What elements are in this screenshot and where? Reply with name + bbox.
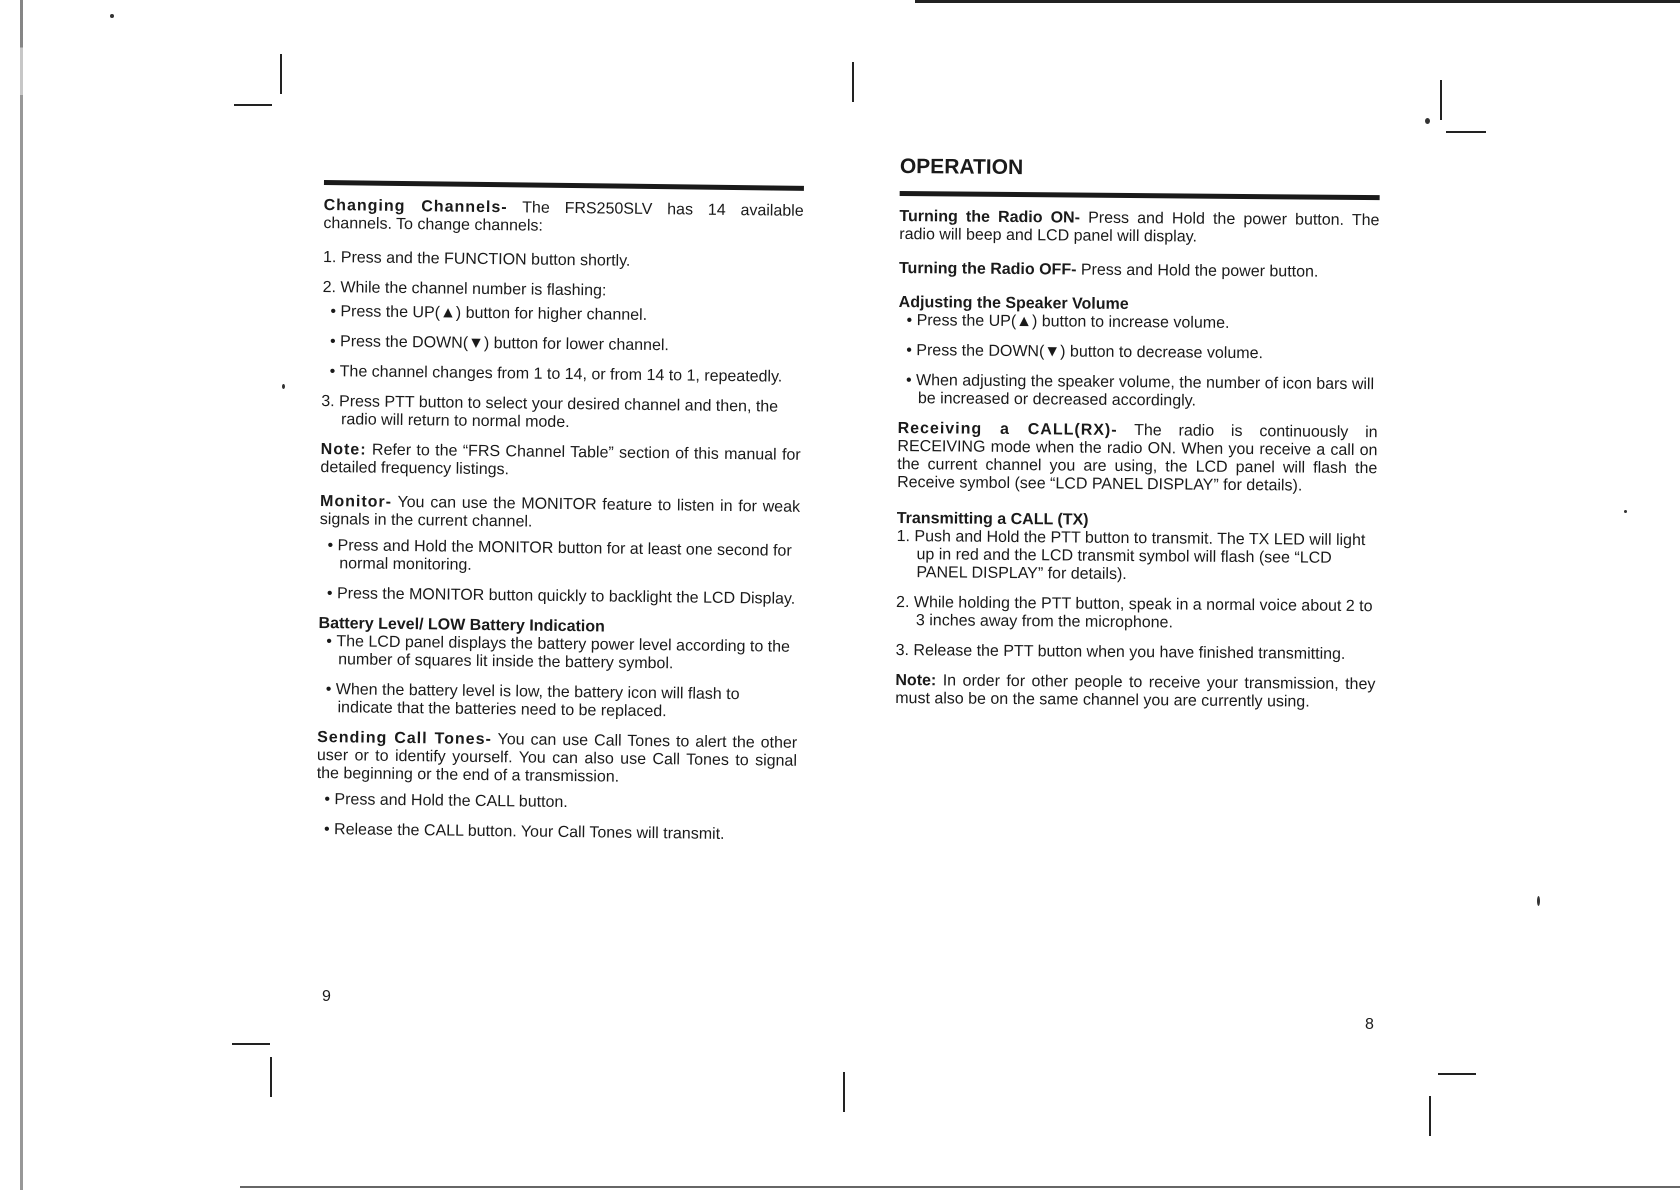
step-2-bullet-up: • Press the UP(▲) button for higher channel. [322, 303, 802, 327]
volume-bullet-down: • Press the DOWN(▼) button to decrease volume. [898, 342, 1378, 364]
dust-speck [282, 384, 285, 389]
transmit-step-3: 3. Release the PTT button when you have finished transmitting. [895, 641, 1346, 663]
section-heading: OPERATION [899, 155, 1024, 180]
step-2-bullet-range: • The channel changes from 1 to 14, or from 14 to 1, repeatedly. [322, 363, 802, 387]
crop-mark-top-right-v [1440, 80, 1442, 120]
radio-off-text: Press and Hold the power button. [1076, 261, 1319, 281]
crop-mark-bottom-right-h [1438, 1073, 1476, 1075]
transmit-note-text: In order for other people to receive your transmission, they must also be on the same channel you are currently using. [895, 672, 1376, 711]
transmit-step-2: 2. While holding the PTT button, speak in a normal voice about 2 to 3 inches away from the microphone. [896, 593, 1373, 632]
dust-speck [1425, 118, 1430, 124]
transmit-note-paragraph [895, 672, 1375, 712]
radio-on-lead: Turning the Radio ON- [899, 207, 1081, 227]
monitor-paragraph [320, 493, 800, 535]
page-number-left: 9 [322, 988, 331, 1005]
radio-on-paragraph [899, 208, 1379, 248]
scan-edge-bottom [240, 1186, 1680, 1188]
monitor-bullet-backlight: • Press the MONITOR button quickly to backlight the LCD Display. [319, 585, 799, 609]
volume-bullet-up: • Press the UP(▲) button to increase volume. [898, 312, 1378, 334]
page-number-right: 8 [1365, 1016, 1374, 1033]
scan-edge-left [20, 0, 23, 1190]
call-tones-paragraph [317, 729, 798, 789]
crop-mark-bottom-right-v [1429, 1096, 1431, 1136]
call-tones-bullet-release: • Release the CALL button. Your Call Tones will transmit. [316, 821, 796, 845]
call-tones-bullet-press: • Press and Hold the CALL button. [316, 791, 796, 815]
crop-mark-bottom-left-h [232, 1043, 270, 1045]
scan-edge-top [915, 0, 1680, 3]
call-tones-lead: Sending Call Tones- [317, 728, 492, 749]
radio-off-paragraph [899, 260, 1379, 282]
step-2-bullet-down: • Press the DOWN(▼) button for lower channel. [322, 333, 802, 357]
left-page [316, 180, 804, 857]
dust-speck [1624, 510, 1627, 513]
transmit-note-lead: Note: [895, 671, 937, 690]
crop-mark-top-left-h [234, 104, 272, 106]
crop-mark-top-center-v [852, 62, 854, 102]
crop-mark-top-right-h [1446, 131, 1486, 133]
battery-heading: Battery Level/ LOW Battery Indication [318, 614, 605, 636]
transmit-step-1: 1. Push and Hold the PTT button to transmit. The TX LED will light up in red and the LCD transmit symbol will flash (see “LCD PANEL DISPLAY” for details). [896, 527, 1366, 583]
changing-channels-paragraph [323, 197, 803, 239]
crop-mark-bottom-left-v [270, 1057, 272, 1097]
battery-bullet-level: • The LCD panel displays the battery power level according to the number of squares lit inside the battery symbol. [318, 633, 798, 675]
changing-channels-text: The FRS250SLV has 14 available channels. To change channels: [323, 199, 804, 235]
note-lead: Note: [320, 440, 367, 459]
top-rule [324, 180, 804, 191]
monitor-text: You can use the MONITOR feature to listen in for weak signals in the current channel. [319, 493, 801, 531]
transmitting-heading: Transmitting a CALL (TX) [896, 509, 1089, 529]
right-page [895, 155, 1380, 728]
battery-bullet-low: • When the battery level is low, the battery icon will flash to indicate that the batteries need to be replaced. [317, 681, 797, 723]
monitor-bullet-hold: • Press and Hold the MONITOR button for at least one second for normal monitoring. [319, 537, 799, 579]
step-1: 1. Press and the FUNCTION button shortly. [322, 248, 631, 270]
crop-mark-bottom-center-v [843, 1072, 845, 1112]
dust-speck [110, 14, 114, 18]
step-2: 2. While the channel number is flashing: [322, 278, 607, 300]
heading-rule [900, 191, 1380, 200]
note-paragraph [320, 441, 800, 483]
volume-bullet-bars: • When adjusting the speaker volume, the number of icon bars will be increased or decreased accordingly. [898, 372, 1378, 412]
receiving-lead: Receiving a CALL(RX)- [897, 419, 1118, 439]
radio-off-lead: Turning the Radio OFF- [898, 259, 1077, 279]
receiving-paragraph [897, 420, 1378, 496]
crop-mark-top-left-v [280, 54, 282, 94]
changing-channels-lead: Changing Channels- [323, 196, 508, 217]
receiving-text: The radio is continuously in RECEIVING mode when the radio ON. When you receive a call on the current channel you are using, the LCD panel will flash the Receive symbol (see “LCD PANEL DISPLAY” for details). [897, 421, 1378, 495]
note-text: Refer to the “FRS Channel Table” section of this manual for detailed frequency listings. [320, 441, 801, 479]
monitor-lead: Monitor- [319, 492, 393, 511]
volume-heading: Adjusting the Speaker Volume [898, 293, 1129, 314]
step-3: 3. Press PTT button to select your desired channel and then, the radio will return to normal mode. [321, 392, 779, 432]
call-tones-text: You can use Call Tones to alert the other user or to identify yourself. You can also use Call Tones to signal the beginning or the end of a transmission. [316, 731, 798, 786]
radio-on-text: Press and Hold the power button. The radio will beep and LCD panel will display. [899, 209, 1380, 246]
dust-speck [1537, 896, 1540, 906]
